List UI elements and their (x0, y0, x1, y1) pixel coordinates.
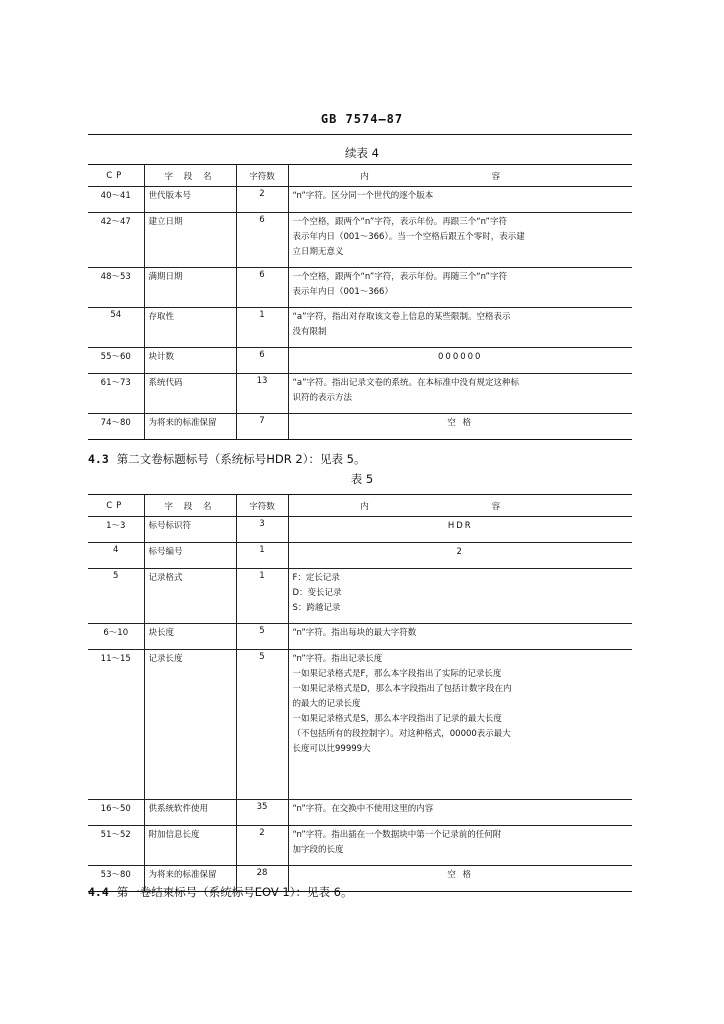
table-row (88, 650, 632, 800)
section-4-3 (88, 451, 365, 467)
cell-cp: 4 (88, 543, 144, 569)
cell-field-name: 标号标识符 (144, 517, 236, 543)
col-content: 内 容 (288, 165, 632, 187)
cell-field-name: 系统代码 (144, 374, 236, 414)
cell-char-count: 6 (236, 348, 288, 374)
content-line: 表示年内日（001～366）。当一个空格后跟五个零时，表示建 (292, 232, 525, 242)
col-char-count: 字符数 (236, 495, 288, 517)
content-line: 加字段的长度 (292, 845, 344, 855)
cell-char-count: 13 (236, 374, 288, 414)
cell-char-count: 35 (236, 800, 288, 826)
table-row (88, 543, 632, 569)
cell-content (288, 650, 632, 800)
content-line: （不包括所有的段控制字）。对这种格式，00000表示最大 (292, 729, 511, 739)
cell-cp: 1～3 (88, 517, 144, 543)
cell-field-name: 存取性 (144, 308, 236, 348)
table-row (88, 348, 632, 374)
cell-cp: 42～47 (88, 213, 144, 268)
cell-cp: 55～60 (88, 348, 144, 374)
cell-field-name: 记录格式 (144, 569, 236, 624)
cell-content (288, 308, 632, 348)
cell-cp: 54 (88, 308, 144, 348)
cell-field-name: 为将来的标准保留 (144, 866, 236, 892)
content-line: “n”字符。在交换中不使用这里的内容 (292, 804, 434, 814)
table5-caption: 表 5 (350, 472, 374, 486)
table-row (88, 374, 632, 414)
cell-char-count: 2 (236, 826, 288, 866)
content-line: “n”字符。指出插在一个数据块中第一个记录前的任何附 (292, 830, 502, 840)
table4-caption: 续表 4 (345, 146, 379, 160)
col-field-name: 字 段 名 (144, 495, 236, 517)
cell-field-name: 世代版本号 (144, 187, 236, 213)
cell-char-count: 1 (236, 543, 288, 569)
section-text: 第二文卷标题标号（系统标号HDR 2）：见表 5。 (116, 452, 366, 466)
cell-field-name: 块计数 (144, 348, 236, 374)
table-row (88, 569, 632, 624)
table-row (88, 414, 632, 440)
cell-content (288, 414, 632, 440)
cell-field-name: 为将来的标准保留 (144, 414, 236, 440)
cell-content (288, 624, 632, 650)
cell-char-count: 28 (236, 866, 288, 892)
table-row (88, 800, 632, 826)
cell-field-name: 满期日期 (144, 268, 236, 308)
cell-cp: 51～52 (88, 826, 144, 866)
content-line: 空 格 (447, 418, 474, 428)
cell-char-count: 1 (236, 308, 288, 348)
cell-content (288, 543, 632, 569)
standard-header: GB 7574—87 (320, 112, 404, 126)
content-line: 一个空格，跟两个“n”字符，表示年份。再随三个“n”字符 (292, 272, 507, 282)
cell-char-count: 6 (236, 268, 288, 308)
section-text: 第一卷结束标号（系统标号EOV 1）：见表 6。 (116, 885, 353, 899)
cell-content (288, 213, 632, 268)
cell-char-count: 7 (236, 414, 288, 440)
content-line: “a”字符，指出对存取该文卷上信息的某些限制。空格表示 (292, 312, 511, 322)
col-cp: CP (88, 495, 144, 517)
content-line: 没有限制 (292, 327, 327, 337)
cell-cp: 5 (88, 569, 144, 624)
content-line: 的最大的记录长度 (292, 699, 361, 709)
section-number: 4.3 (88, 452, 109, 466)
cell-field-name: 附加信息长度 (144, 826, 236, 866)
cell-field-name: 供系统软件使用 (144, 800, 236, 826)
content-line: 表示年内日（001～366） (292, 287, 393, 297)
content-line: 立日期无意义 (292, 247, 344, 257)
col-char-count: 字符数 (236, 165, 288, 187)
content-line: 长度可以比99999大 (292, 744, 371, 754)
table-row (88, 517, 632, 543)
content-line: 一如果记录格式是D，那么本字段指出了包括计数字段在内 (292, 684, 512, 694)
cell-char-count: 3 (236, 517, 288, 543)
cell-content (288, 517, 632, 543)
content-line: D：变长记录 (292, 588, 342, 598)
cell-cp: 40～41 (88, 187, 144, 213)
content-line: 一个空格，跟两个“n”字符，表示年份。再跟三个“n”字符 (292, 217, 507, 227)
cell-char-count: 1 (236, 569, 288, 624)
content-line: 一如果记录格式是S，那么本字段指出了记录的最大长度 (292, 714, 502, 724)
cell-field-name: 记录长度 (144, 650, 236, 800)
cell-content (288, 187, 632, 213)
table-row (88, 187, 632, 213)
table-row (88, 268, 632, 308)
content-line: 一如果记录格式是F，那么本字段指出了实际的记录长度 (292, 669, 502, 679)
cell-cp: 48～53 (88, 268, 144, 308)
content-line: HDR (447, 521, 473, 531)
cell-cp: 11～15 (88, 650, 144, 800)
content-line: “n”字符。指出记录长度 (292, 654, 383, 664)
table-row (88, 624, 632, 650)
cell-field-name: 建立日期 (144, 213, 236, 268)
content-line: F：定长记录 (292, 573, 340, 583)
table-row (88, 826, 632, 866)
content-line: 2 (456, 547, 464, 557)
table-5 (88, 494, 632, 892)
col-content: 内 容 (288, 495, 632, 517)
section-4-4 (88, 884, 352, 900)
cell-content (288, 800, 632, 826)
cell-field-name: 块长度 (144, 624, 236, 650)
table-row (88, 213, 632, 268)
cell-cp: 61～73 (88, 374, 144, 414)
cell-cp: 74～80 (88, 414, 144, 440)
cell-content (288, 569, 632, 624)
cell-char-count: 6 (236, 213, 288, 268)
table-4 (88, 164, 632, 440)
cell-field-name: 标号编号 (144, 543, 236, 569)
col-field-name: 字 段 名 (144, 165, 236, 187)
header-rule (88, 134, 632, 135)
col-cp: CP (88, 165, 144, 187)
cell-char-count: 5 (236, 624, 288, 650)
content-line: 空 格 (447, 870, 474, 880)
cell-cp: 6～10 (88, 624, 144, 650)
cell-cp: 53～80 (88, 866, 144, 892)
cell-char-count: 5 (236, 650, 288, 800)
cell-content (288, 348, 632, 374)
content-line: “n”字符。指出每块的最大字符数 (292, 628, 417, 638)
content-line: S：跨越记录 (292, 603, 341, 613)
cell-char-count: 2 (236, 187, 288, 213)
cell-content (288, 268, 632, 308)
table-row (88, 308, 632, 348)
cell-content (288, 826, 632, 866)
content-line: 识符的表示方法 (292, 393, 353, 403)
content-line: “a”字符。指出记录文卷的系统。在本标准中没有规定这种标 (292, 378, 520, 388)
content-line: “n”字符。区分同一个世代的逐个版本 (292, 191, 434, 201)
cell-content (288, 374, 632, 414)
cell-cp: 16～50 (88, 800, 144, 826)
content-line: 000000 (438, 352, 483, 362)
section-number: 4.4 (88, 885, 109, 899)
